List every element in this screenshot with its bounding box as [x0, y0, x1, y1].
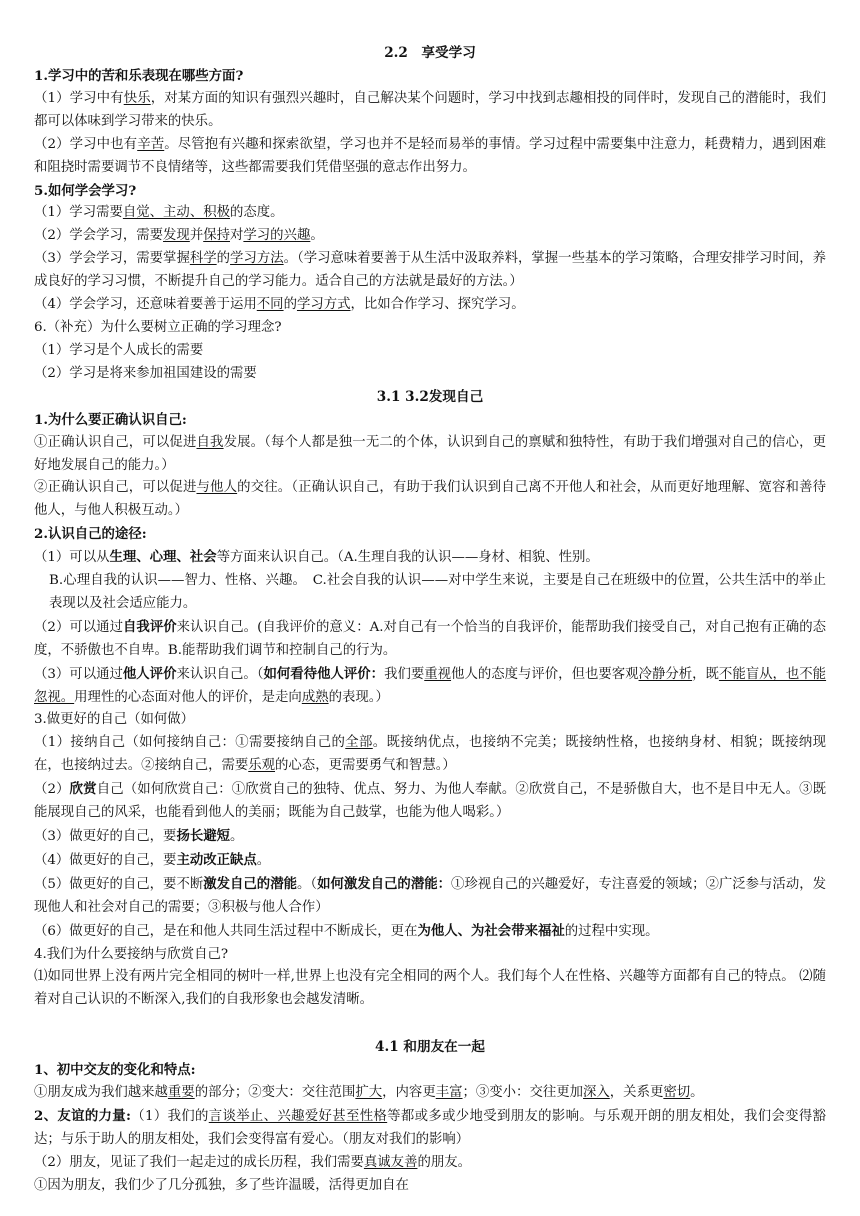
underlined-term: 辛苦	[137, 136, 165, 152]
text-run: （1）接纳自己（如何接纳自己：①需要接纳自己的	[34, 735, 346, 751]
text-run: 。	[230, 829, 244, 844]
question-heading: 4.我们为什么要接纳与欣赏自己?	[34, 946, 229, 962]
text-run: ，关系更	[609, 1085, 664, 1101]
text-run: （1）我们的	[130, 1109, 209, 1125]
underlined-term: 自觉、主动、积极	[122, 205, 230, 221]
bold-term: 激发自己的潜能	[203, 875, 297, 892]
section-title: 2.2 享受学习	[384, 45, 476, 61]
text-run: 来认识自己。(自我评价的意义：A.对自己有一个恰当的自我评价，能帮助我们接受自己，对自己抱有正确的态度，不骄傲也不自卑。B.能帮助我们调节和控制自己的行为。	[34, 619, 826, 658]
text-run: （4）做更好的自己，要	[34, 852, 177, 868]
text-run: 。尽管抱有兴趣和探索欲望，学习也并不是轻而易举的事情。学习过程中需要集中注意力，耗费精力，遇到困难和阻挠时需要调节不良情绪等，这些都需要我们凭借坚强的意志作出努力。	[34, 136, 827, 175]
text-run: （2）学习中也有	[34, 136, 138, 152]
text-run: 等都或多或少地受到朋友的影响。与乐观开朗的朋友相处，我们会变得豁达；与乐于助人的朋友相处，我们会变得富有爱心。（朋友对我们的影响）	[34, 1109, 827, 1147]
text-run: ①正确认识自己，可以促进	[34, 434, 197, 450]
question-heading: 6.（补充）为什么要树立正确的学习理念?	[34, 319, 282, 335]
underlined-term: 重视	[424, 666, 452, 682]
underlined-term: 言谈举止、兴趣爱好甚至性格	[208, 1109, 388, 1125]
underlined-term: 重要	[167, 1085, 195, 1101]
paragraph: （1）学习是个人成长的需要	[34, 342, 204, 358]
paragraph	[34, 732, 826, 778]
text-run: ，比如合作学习、探究学习。	[350, 297, 525, 313]
text-run: 发展。（每个人都是独一无二的个体，认识到自己的禀赋和独特性，有助于我们增强对自己的信心，更好地发展自己的能力。）	[34, 434, 827, 473]
text-run: （1）学习中有	[34, 90, 124, 106]
text-run: 的朋友。	[417, 1154, 472, 1170]
underlined-term: 成熟	[301, 689, 329, 705]
paragraph	[34, 432, 826, 478]
bold-term: 生理、心理、社会	[109, 549, 217, 566]
underlined-term: 保持	[203, 228, 230, 244]
bold-term: 主动改正缺点	[176, 851, 257, 868]
text-run: 。（	[296, 876, 318, 892]
underlined-term: 快乐	[123, 90, 151, 106]
underlined-term: 自我	[196, 434, 224, 450]
text-run: ，内容更	[382, 1085, 436, 1101]
paragraph	[34, 1082, 826, 1105]
text-run: （2）朋友，见证了我们一起走过的成长历程，我们需要	[34, 1154, 364, 1170]
text-run: （2）	[34, 782, 70, 798]
bold-term: 如何激发自己的潜能：	[317, 875, 452, 892]
paragraph	[34, 546, 826, 570]
text-run: 的部分；②变大：交往范围	[194, 1085, 356, 1101]
text-run: ①朋友成为我们越来越	[34, 1085, 168, 1101]
paragraph	[34, 88, 826, 134]
paragraph: ①因为朋友，我们少了几分孤独，多了些许温暖，活得更加自在	[34, 1177, 409, 1193]
text-run: 并	[189, 228, 204, 244]
text-run: 的过程中实现。	[564, 923, 659, 939]
underlined-term: 与他人	[196, 480, 238, 496]
text-run: 自己（如何欣赏自己：①欣赏自己的独特、优点、努力、为他人奉献。②欣赏自己，不是骄傲自大，也不是目中无人。③既能展现自己的风采，也能看到他人的美丽；既能为自己鼓掌，也能为他人喝彩。）	[34, 782, 827, 821]
paragraph	[34, 616, 826, 663]
bold-term: 如何看待他人评价：	[263, 665, 385, 682]
paragraph	[34, 477, 826, 523]
paragraph	[34, 1152, 826, 1175]
paragraph	[34, 248, 826, 294]
text-run: 的心态，更需要勇气和智慧。）	[275, 758, 456, 774]
text-run: 的	[283, 297, 297, 313]
text-run: 。	[690, 1085, 704, 1101]
paragraph	[34, 134, 826, 180]
underlined-term: 学习的兴趣	[243, 228, 311, 244]
bold-term: 欣赏	[69, 781, 97, 798]
bold-term: 他人评价	[122, 665, 177, 682]
text-run: ①珍视自己的兴趣爱好，专注喜爱的领域；②广泛参与活动，发现他人和社会对自己的需要；③积极与他人合作）	[34, 876, 827, 915]
bold-term: 为他人、为社会带来福祉	[417, 922, 565, 939]
paragraph	[34, 825, 826, 849]
paragraph	[34, 663, 826, 710]
text-run: （5）做更好的自己，要不断	[34, 876, 204, 892]
text-run: 等方面来认识自己。（A.生理自我的认识——身材、相貌、性别。	[216, 550, 599, 566]
text-run: （3）可以通过	[34, 666, 123, 682]
text-run: ，对某方面的知识有强烈兴趣时，自己解决某个问题时，学习中找到志趣相投的同伴时，发现自己的潜能时，我们都可以体味到学习带来的快乐。	[34, 90, 827, 129]
paragraph	[34, 225, 826, 248]
paragraph	[34, 920, 826, 944]
text-run: 。	[256, 852, 271, 868]
question-heading: 5.如何学会学习?	[34, 182, 137, 199]
underlined-term: 学习方式	[296, 297, 351, 313]
bold-term: 自我评价	[123, 618, 177, 635]
underlined-term: 冷静分析	[638, 666, 693, 682]
text-run: 用理性的心态面对他人的评价，是走向	[74, 689, 302, 705]
text-run: （1）可以从	[34, 550, 110, 566]
bold-term: 扬长避短	[176, 828, 230, 844]
text-run: （2）学会学习，需要	[34, 228, 164, 244]
paragraph	[34, 294, 826, 317]
bold-term: 2、友谊的力量:	[34, 1108, 131, 1125]
text-run: （1）学习需要	[34, 205, 123, 221]
paragraph: B.心理自我的认识——智力、性格、兴趣。 C.社会自我的认识——对中学生来说，主要是自己在班级中的位置，公共生活中的举止表现以及社会适应能力。	[49, 573, 826, 611]
underlined-term: 科学	[189, 251, 217, 267]
text-run: （2）可以通过	[34, 619, 123, 635]
question-heading: 2.认识自己的途径:	[34, 526, 147, 543]
text-run: 他人的态度与评价，但也要客观	[451, 666, 639, 682]
section-title: 3.1 3.2发现自己	[376, 388, 484, 405]
paragraph	[34, 778, 826, 825]
text-run: 。	[310, 228, 324, 244]
paragraph	[34, 202, 826, 225]
paragraph: （2）学习是将来参加祖国建设的需要	[34, 365, 257, 381]
text-run: 我们要	[384, 666, 425, 682]
paragraph	[34, 1105, 826, 1152]
question-heading: 1、初中交友的变化和特点:	[34, 1062, 196, 1079]
text-run: （4）学会学习，还意味着要善于运用	[34, 297, 257, 313]
text-run: （6）做更好的自己，是在和他人共同生活过程中不断成长，更在	[34, 923, 418, 939]
paragraph	[34, 873, 826, 920]
text-run: 的态度。	[230, 205, 284, 221]
underlined-term: 扩大	[355, 1085, 383, 1101]
text-run: 对	[230, 228, 244, 244]
question-heading: 1.学习中的苦和乐表现在哪些方面?	[34, 68, 244, 84]
underlined-term: 乐观	[248, 758, 276, 774]
question-heading: 1.为什么要正确认识自己:	[34, 411, 187, 428]
paragraph: ⑴如同世界上没有两片完全相同的树叶一样,世界上也没有完全相同的两个人。我们每个人在性格、兴趣等方面都有自己的特点。 ⑵随着对自己认识的不断深入,我们的自我形象也会越发清晰。	[34, 969, 826, 1008]
underlined-term: 全部	[345, 735, 373, 751]
question-heading: 3.做更好的自己（如何做）	[34, 712, 195, 728]
text-run: ，既	[692, 666, 719, 682]
text-run: ②正确认识自己，可以促进	[34, 480, 197, 496]
section-title: 4.1 和朋友在一起	[375, 1039, 485, 1056]
text-run: 。既接纳优点，也接纳不完美；既接纳性格，也接纳身材、相貌；既接纳现在，也接纳过去。②接纳自己，需要	[34, 735, 826, 774]
underlined-term: 丰富	[435, 1085, 463, 1101]
underlined-term: 发现	[163, 228, 190, 244]
underlined-term: 深入	[583, 1085, 610, 1101]
text-run: ；③变小：交往更加	[462, 1085, 584, 1101]
text-run: 的交往。（正确认识自己，有助于我们认识到自己离不开他人和社会，从而更好地理解、宽容和善待他人，与他人积极互动。）	[34, 480, 827, 519]
underlined-term: 不能盲从，也不能忽视。	[34, 666, 827, 705]
text-run: 来认识自己。（	[176, 666, 264, 682]
underlined-term: 学习方法	[230, 251, 284, 267]
paragraph	[34, 849, 826, 873]
underlined-term: 密切	[663, 1085, 691, 1101]
text-run: 的表现。）	[328, 689, 389, 705]
text-run: （3）学会学习，需要掌握	[34, 251, 190, 267]
text-run: 。（学习意味着要善于从生活中汲取养料，掌握一些基本的学习策略，合理安排学习时间，养成良好的学习习惯，不断提升自己的学习能力。适合自己的方法就是最好的方法。）	[34, 251, 827, 290]
underlined-term: 真诚友善	[363, 1154, 418, 1170]
text-run: 的	[216, 251, 231, 267]
text-run: （3）做更好的自己，要	[34, 829, 177, 844]
underlined-term: 不同	[256, 297, 284, 313]
